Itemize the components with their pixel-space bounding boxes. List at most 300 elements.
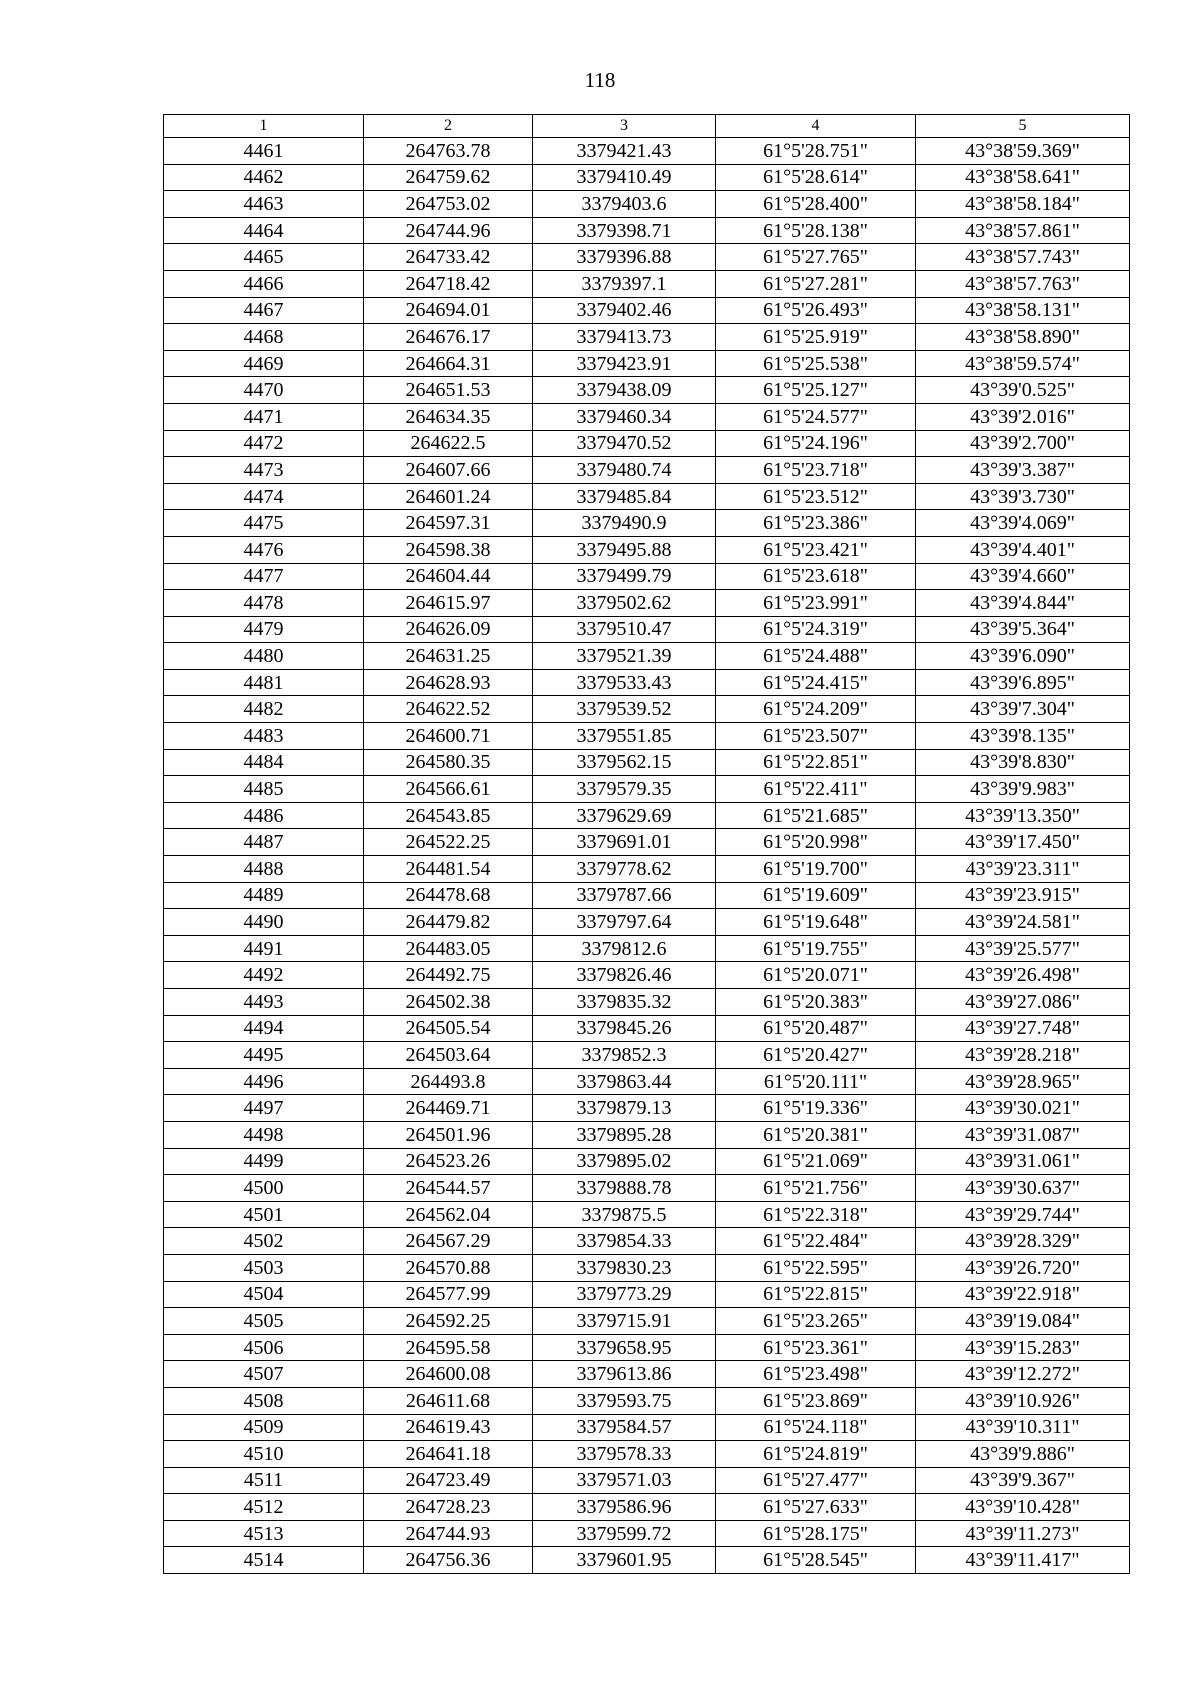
x-coordinate-cell: 264611.68 — [364, 1387, 533, 1414]
table-row — [164, 403, 1130, 430]
longitude-cell: 43°39'28.329" — [916, 1228, 1130, 1255]
x-coordinate-cell: 264523.26 — [364, 1148, 533, 1175]
y-coordinate-cell: 3379551.85 — [533, 723, 716, 750]
point-number-cell: 4502 — [164, 1228, 364, 1255]
y-coordinate-cell: 3379423.91 — [533, 350, 716, 377]
x-coordinate-cell: 264631.25 — [364, 643, 533, 670]
x-coordinate-cell: 264744.93 — [364, 1520, 533, 1547]
point-number-cell: 4501 — [164, 1201, 364, 1228]
longitude-cell: 43°39'30.637" — [916, 1175, 1130, 1202]
longitude-cell: 43°38'58.641" — [916, 164, 1130, 191]
longitude-cell: 43°39'4.401" — [916, 536, 1130, 563]
latitude-cell: 61°5'24.209" — [716, 696, 916, 723]
latitude-cell: 61°5'20.381" — [716, 1121, 916, 1148]
latitude-cell: 61°5'20.111" — [716, 1068, 916, 1095]
point-number-cell: 4504 — [164, 1281, 364, 1308]
y-coordinate-cell: 3379499.79 — [533, 563, 716, 590]
point-number-cell: 4494 — [164, 1015, 364, 1042]
longitude-cell: 43°39'12.272" — [916, 1361, 1130, 1388]
table-row — [164, 1228, 1130, 1255]
y-coordinate-cell: 3379613.86 — [533, 1361, 716, 1388]
y-coordinate-cell: 3379875.5 — [533, 1201, 716, 1228]
y-coordinate-cell: 3379421.43 — [533, 138, 716, 165]
longitude-cell: 43°39'15.283" — [916, 1334, 1130, 1361]
point-number-cell: 4500 — [164, 1175, 364, 1202]
point-number-cell: 4471 — [164, 403, 364, 430]
point-number-cell: 4490 — [164, 909, 364, 936]
longitude-cell: 43°39'9.367" — [916, 1467, 1130, 1494]
x-coordinate-cell: 264493.8 — [364, 1068, 533, 1095]
table-row — [164, 1148, 1130, 1175]
x-coordinate-cell: 264641.18 — [364, 1441, 533, 1468]
point-number-cell: 4479 — [164, 616, 364, 643]
y-coordinate-cell: 3379403.6 — [533, 191, 716, 218]
y-coordinate-cell: 3379490.9 — [533, 510, 716, 537]
longitude-cell: 43°39'10.428" — [916, 1494, 1130, 1521]
point-number-cell: 4512 — [164, 1494, 364, 1521]
y-coordinate-cell: 3379845.26 — [533, 1015, 716, 1042]
y-coordinate-cell: 3379397.1 — [533, 270, 716, 297]
table-row — [164, 882, 1130, 909]
latitude-cell: 61°5'28.175" — [716, 1520, 916, 1547]
point-number-cell: 4477 — [164, 563, 364, 590]
table-row — [164, 590, 1130, 617]
y-coordinate-cell: 3379521.39 — [533, 643, 716, 670]
table-row — [164, 1068, 1130, 1095]
table-row — [164, 1387, 1130, 1414]
y-coordinate-cell: 3379402.46 — [533, 297, 716, 324]
longitude-cell: 43°38'58.184" — [916, 191, 1130, 218]
x-coordinate-cell: 264723.49 — [364, 1467, 533, 1494]
point-number-cell: 4466 — [164, 270, 364, 297]
latitude-cell: 61°5'23.265" — [716, 1308, 916, 1335]
latitude-cell: 61°5'19.648" — [716, 909, 916, 936]
point-number-cell: 4510 — [164, 1441, 364, 1468]
point-number-cell: 4485 — [164, 776, 364, 803]
point-number-cell: 4476 — [164, 536, 364, 563]
column-header-1: 1 — [164, 115, 364, 138]
latitude-cell: 61°5'23.498" — [716, 1361, 916, 1388]
latitude-cell: 61°5'24.488" — [716, 643, 916, 670]
table-row — [164, 457, 1130, 484]
x-coordinate-cell: 264607.66 — [364, 457, 533, 484]
x-coordinate-cell: 264544.57 — [364, 1175, 533, 1202]
y-coordinate-cell: 3379773.29 — [533, 1281, 716, 1308]
x-coordinate-cell: 264503.64 — [364, 1042, 533, 1069]
table-row — [164, 1281, 1130, 1308]
point-number-cell: 4482 — [164, 696, 364, 723]
longitude-cell: 43°39'8.135" — [916, 723, 1130, 750]
longitude-cell: 43°39'27.086" — [916, 989, 1130, 1016]
x-coordinate-cell: 264580.35 — [364, 749, 533, 776]
point-number-cell: 4499 — [164, 1148, 364, 1175]
point-number-cell: 4481 — [164, 669, 364, 696]
latitude-cell: 61°5'24.196" — [716, 430, 916, 457]
table-row — [164, 669, 1130, 696]
point-number-cell: 4503 — [164, 1254, 364, 1281]
point-number-cell: 4484 — [164, 749, 364, 776]
column-header-3: 3 — [533, 115, 716, 138]
column-header-5: 5 — [916, 115, 1130, 138]
x-coordinate-cell: 264600.71 — [364, 723, 533, 750]
table-row — [164, 483, 1130, 510]
table-header — [164, 115, 1130, 138]
table-row — [164, 270, 1130, 297]
latitude-cell: 61°5'28.138" — [716, 217, 916, 244]
latitude-cell: 61°5'19.700" — [716, 856, 916, 883]
x-coordinate-cell: 264622.5 — [364, 430, 533, 457]
x-coordinate-cell: 264595.58 — [364, 1334, 533, 1361]
table-row — [164, 1494, 1130, 1521]
latitude-cell: 61°5'20.487" — [716, 1015, 916, 1042]
y-coordinate-cell: 3379480.74 — [533, 457, 716, 484]
table-row — [164, 377, 1130, 404]
longitude-cell: 43°39'11.273" — [916, 1520, 1130, 1547]
table-row — [164, 1520, 1130, 1547]
x-coordinate-cell: 264604.44 — [364, 563, 533, 590]
longitude-cell: 43°38'58.890" — [916, 324, 1130, 351]
latitude-cell: 61°5'20.071" — [716, 962, 916, 989]
latitude-cell: 61°5'19.755" — [716, 935, 916, 962]
coordinates-table — [163, 114, 1130, 1574]
longitude-cell: 43°38'59.369" — [916, 138, 1130, 165]
latitude-cell: 61°5'25.919" — [716, 324, 916, 351]
table-row — [164, 696, 1130, 723]
longitude-cell: 43°38'57.743" — [916, 244, 1130, 271]
x-coordinate-cell: 264543.85 — [364, 802, 533, 829]
y-coordinate-cell: 3379413.73 — [533, 324, 716, 351]
point-number-cell: 4492 — [164, 962, 364, 989]
latitude-cell: 61°5'22.484" — [716, 1228, 916, 1255]
x-coordinate-cell: 264481.54 — [364, 856, 533, 883]
latitude-cell: 61°5'23.991" — [716, 590, 916, 617]
longitude-cell: 43°38'57.763" — [916, 270, 1130, 297]
x-coordinate-cell: 264651.53 — [364, 377, 533, 404]
x-coordinate-cell: 264478.68 — [364, 882, 533, 909]
longitude-cell: 43°39'2.700" — [916, 430, 1130, 457]
latitude-cell: 61°5'27.281" — [716, 270, 916, 297]
point-number-cell: 4507 — [164, 1361, 364, 1388]
table-row — [164, 643, 1130, 670]
longitude-cell: 43°39'17.450" — [916, 829, 1130, 856]
point-number-cell: 4509 — [164, 1414, 364, 1441]
table-row — [164, 138, 1130, 165]
table-row — [164, 829, 1130, 856]
y-coordinate-cell: 3379787.66 — [533, 882, 716, 909]
point-number-cell: 4506 — [164, 1334, 364, 1361]
latitude-cell: 61°5'22.411" — [716, 776, 916, 803]
x-coordinate-cell: 264634.35 — [364, 403, 533, 430]
longitude-cell: 43°39'26.720" — [916, 1254, 1130, 1281]
longitude-cell: 43°39'30.021" — [916, 1095, 1130, 1122]
x-coordinate-cell: 264626.09 — [364, 616, 533, 643]
longitude-cell: 43°39'31.061" — [916, 1148, 1130, 1175]
y-coordinate-cell: 3379510.47 — [533, 616, 716, 643]
page-number: 118 — [584, 68, 616, 92]
latitude-cell: 61°5'28.545" — [716, 1547, 916, 1574]
y-coordinate-cell: 3379797.64 — [533, 909, 716, 936]
x-coordinate-cell: 264570.88 — [364, 1254, 533, 1281]
table-row — [164, 430, 1130, 457]
table-row — [164, 1308, 1130, 1335]
y-coordinate-cell: 3379658.95 — [533, 1334, 716, 1361]
longitude-cell: 43°39'10.926" — [916, 1387, 1130, 1414]
point-number-cell: 4513 — [164, 1520, 364, 1547]
table-row — [164, 723, 1130, 750]
table-row — [164, 1121, 1130, 1148]
x-coordinate-cell: 264598.38 — [364, 536, 533, 563]
point-number-cell: 4511 — [164, 1467, 364, 1494]
latitude-cell: 61°5'25.538" — [716, 350, 916, 377]
point-number-cell: 4497 — [164, 1095, 364, 1122]
x-coordinate-cell: 264502.38 — [364, 989, 533, 1016]
y-coordinate-cell: 3379691.01 — [533, 829, 716, 856]
table-row — [164, 1254, 1130, 1281]
table-row — [164, 989, 1130, 1016]
table-row — [164, 776, 1130, 803]
table-row — [164, 563, 1130, 590]
latitude-cell: 61°5'23.869" — [716, 1387, 916, 1414]
table-row — [164, 510, 1130, 537]
x-coordinate-cell: 264479.82 — [364, 909, 533, 936]
y-coordinate-cell: 3379502.62 — [533, 590, 716, 617]
table-row — [164, 217, 1130, 244]
longitude-cell: 43°39'9.983" — [916, 776, 1130, 803]
table-row — [164, 244, 1130, 271]
latitude-cell: 61°5'26.493" — [716, 297, 916, 324]
point-number-cell: 4469 — [164, 350, 364, 377]
longitude-cell: 43°39'3.387" — [916, 457, 1130, 484]
table-row — [164, 1015, 1130, 1042]
x-coordinate-cell: 264567.29 — [364, 1228, 533, 1255]
latitude-cell: 61°5'22.318" — [716, 1201, 916, 1228]
y-coordinate-cell: 3379826.46 — [533, 962, 716, 989]
y-coordinate-cell: 3379599.72 — [533, 1520, 716, 1547]
longitude-cell: 43°39'5.364" — [916, 616, 1130, 643]
table-row — [164, 1201, 1130, 1228]
longitude-cell: 43°39'22.918" — [916, 1281, 1130, 1308]
latitude-cell: 61°5'28.751" — [716, 138, 916, 165]
point-number-cell: 4493 — [164, 989, 364, 1016]
latitude-cell: 61°5'27.633" — [716, 1494, 916, 1521]
point-number-cell: 4483 — [164, 723, 364, 750]
latitude-cell: 61°5'24.118" — [716, 1414, 916, 1441]
latitude-cell: 61°5'23.512" — [716, 483, 916, 510]
y-coordinate-cell: 3379438.09 — [533, 377, 716, 404]
table-body — [164, 138, 1130, 1574]
point-number-cell: 4462 — [164, 164, 364, 191]
latitude-cell: 61°5'23.618" — [716, 563, 916, 590]
point-number-cell: 4475 — [164, 510, 364, 537]
y-coordinate-cell: 3379579.35 — [533, 776, 716, 803]
table-row — [164, 749, 1130, 776]
latitude-cell: 61°5'23.507" — [716, 723, 916, 750]
longitude-cell: 43°39'4.069" — [916, 510, 1130, 537]
latitude-cell: 61°5'25.127" — [716, 377, 916, 404]
y-coordinate-cell: 3379778.62 — [533, 856, 716, 883]
latitude-cell: 61°5'23.386" — [716, 510, 916, 537]
y-coordinate-cell: 3379852.3 — [533, 1042, 716, 1069]
latitude-cell: 61°5'22.851" — [716, 749, 916, 776]
y-coordinate-cell: 3379470.52 — [533, 430, 716, 457]
table-row — [164, 536, 1130, 563]
point-number-cell: 4508 — [164, 1387, 364, 1414]
y-coordinate-cell: 3379629.69 — [533, 802, 716, 829]
y-coordinate-cell: 3379396.88 — [533, 244, 716, 271]
longitude-cell: 43°39'29.744" — [916, 1201, 1130, 1228]
longitude-cell: 43°38'58.131" — [916, 297, 1130, 324]
x-coordinate-cell: 264728.23 — [364, 1494, 533, 1521]
x-coordinate-cell: 264592.25 — [364, 1308, 533, 1335]
longitude-cell: 43°39'27.748" — [916, 1015, 1130, 1042]
longitude-cell: 43°39'9.886" — [916, 1441, 1130, 1468]
longitude-cell: 43°39'24.581" — [916, 909, 1130, 936]
y-coordinate-cell: 3379601.95 — [533, 1547, 716, 1574]
x-coordinate-cell: 264664.31 — [364, 350, 533, 377]
table-row — [164, 1042, 1130, 1069]
point-number-cell: 4498 — [164, 1121, 364, 1148]
table-row — [164, 164, 1130, 191]
x-coordinate-cell: 264492.75 — [364, 962, 533, 989]
point-number-cell: 4464 — [164, 217, 364, 244]
point-number-cell: 4463 — [164, 191, 364, 218]
y-coordinate-cell: 3379854.33 — [533, 1228, 716, 1255]
latitude-cell: 61°5'28.614" — [716, 164, 916, 191]
table-row — [164, 1467, 1130, 1494]
latitude-cell: 61°5'23.718" — [716, 457, 916, 484]
table-row — [164, 935, 1130, 962]
latitude-cell: 61°5'24.819" — [716, 1441, 916, 1468]
point-number-cell: 4496 — [164, 1068, 364, 1095]
x-coordinate-cell: 264744.96 — [364, 217, 533, 244]
latitude-cell: 61°5'20.383" — [716, 989, 916, 1016]
longitude-cell: 43°39'7.304" — [916, 696, 1130, 723]
table-row — [164, 962, 1130, 989]
x-coordinate-cell: 264483.05 — [364, 935, 533, 962]
longitude-cell: 43°39'6.090" — [916, 643, 1130, 670]
x-coordinate-cell: 264577.99 — [364, 1281, 533, 1308]
y-coordinate-cell: 3379812.6 — [533, 935, 716, 962]
longitude-cell: 43°38'59.574" — [916, 350, 1130, 377]
longitude-cell: 43°39'25.577" — [916, 935, 1130, 962]
longitude-cell: 43°39'0.525" — [916, 377, 1130, 404]
y-coordinate-cell: 3379398.71 — [533, 217, 716, 244]
table-row — [164, 1547, 1130, 1574]
table-row — [164, 324, 1130, 351]
point-number-cell: 4467 — [164, 297, 364, 324]
column-header-2: 2 — [364, 115, 533, 138]
table-row — [164, 909, 1130, 936]
latitude-cell: 61°5'20.998" — [716, 829, 916, 856]
header-row — [164, 115, 1130, 138]
point-number-cell: 4478 — [164, 590, 364, 617]
y-coordinate-cell: 3379578.33 — [533, 1441, 716, 1468]
longitude-cell: 43°39'13.350" — [916, 802, 1130, 829]
x-coordinate-cell: 264505.54 — [364, 1015, 533, 1042]
longitude-cell: 43°39'4.844" — [916, 590, 1130, 617]
y-coordinate-cell: 3379888.78 — [533, 1175, 716, 1202]
x-coordinate-cell: 264753.02 — [364, 191, 533, 218]
latitude-cell: 61°5'24.415" — [716, 669, 916, 696]
point-number-cell: 4487 — [164, 829, 364, 856]
latitude-cell: 61°5'23.361" — [716, 1334, 916, 1361]
point-number-cell: 4491 — [164, 935, 364, 962]
latitude-cell: 61°5'21.069" — [716, 1148, 916, 1175]
latitude-cell: 61°5'22.815" — [716, 1281, 916, 1308]
y-coordinate-cell: 3379895.02 — [533, 1148, 716, 1175]
latitude-cell: 61°5'21.756" — [716, 1175, 916, 1202]
longitude-cell: 43°39'26.498" — [916, 962, 1130, 989]
table-row — [164, 856, 1130, 883]
table-row — [164, 1095, 1130, 1122]
latitude-cell: 61°5'19.336" — [716, 1095, 916, 1122]
y-coordinate-cell: 3379571.03 — [533, 1467, 716, 1494]
longitude-cell: 43°39'4.660" — [916, 563, 1130, 590]
x-coordinate-cell: 264501.96 — [364, 1121, 533, 1148]
longitude-cell: 43°39'10.311" — [916, 1414, 1130, 1441]
longitude-cell: 43°39'23.915" — [916, 882, 1130, 909]
y-coordinate-cell: 3379895.28 — [533, 1121, 716, 1148]
x-coordinate-cell: 264733.42 — [364, 244, 533, 271]
y-coordinate-cell: 3379586.96 — [533, 1494, 716, 1521]
latitude-cell: 61°5'24.319" — [716, 616, 916, 643]
point-number-cell: 4472 — [164, 430, 364, 457]
y-coordinate-cell: 3379830.23 — [533, 1254, 716, 1281]
x-coordinate-cell: 264600.08 — [364, 1361, 533, 1388]
y-coordinate-cell: 3379539.52 — [533, 696, 716, 723]
latitude-cell: 61°5'20.427" — [716, 1042, 916, 1069]
longitude-cell: 43°39'6.895" — [916, 669, 1130, 696]
latitude-cell: 61°5'22.595" — [716, 1254, 916, 1281]
longitude-cell: 43°39'11.417" — [916, 1547, 1130, 1574]
x-coordinate-cell: 264615.97 — [364, 590, 533, 617]
y-coordinate-cell: 3379584.57 — [533, 1414, 716, 1441]
table-row — [164, 1441, 1130, 1468]
longitude-cell: 43°39'28.218" — [916, 1042, 1130, 1069]
x-coordinate-cell: 264619.43 — [364, 1414, 533, 1441]
longitude-cell: 43°39'28.965" — [916, 1068, 1130, 1095]
point-number-cell: 4474 — [164, 483, 364, 510]
x-coordinate-cell: 264756.36 — [364, 1547, 533, 1574]
y-coordinate-cell: 3379533.43 — [533, 669, 716, 696]
latitude-cell: 61°5'23.421" — [716, 536, 916, 563]
longitude-cell: 43°39'8.830" — [916, 749, 1130, 776]
y-coordinate-cell: 3379593.75 — [533, 1387, 716, 1414]
table-row — [164, 1334, 1130, 1361]
x-coordinate-cell: 264469.71 — [364, 1095, 533, 1122]
point-number-cell: 4465 — [164, 244, 364, 271]
table-row — [164, 297, 1130, 324]
y-coordinate-cell: 3379879.13 — [533, 1095, 716, 1122]
x-coordinate-cell: 264628.93 — [364, 669, 533, 696]
table-row — [164, 616, 1130, 643]
table-row — [164, 1175, 1130, 1202]
latitude-cell: 61°5'27.765" — [716, 244, 916, 271]
longitude-cell: 43°39'2.016" — [916, 403, 1130, 430]
table-row — [164, 802, 1130, 829]
latitude-cell: 61°5'28.400" — [716, 191, 916, 218]
latitude-cell: 61°5'19.609" — [716, 882, 916, 909]
point-number-cell: 4461 — [164, 138, 364, 165]
latitude-cell: 61°5'24.577" — [716, 403, 916, 430]
x-coordinate-cell: 264597.31 — [364, 510, 533, 537]
point-number-cell: 4480 — [164, 643, 364, 670]
x-coordinate-cell: 264718.42 — [364, 270, 533, 297]
longitude-cell: 43°39'3.730" — [916, 483, 1130, 510]
longitude-cell: 43°39'23.311" — [916, 856, 1130, 883]
x-coordinate-cell: 264759.62 — [364, 164, 533, 191]
point-number-cell: 4514 — [164, 1547, 364, 1574]
